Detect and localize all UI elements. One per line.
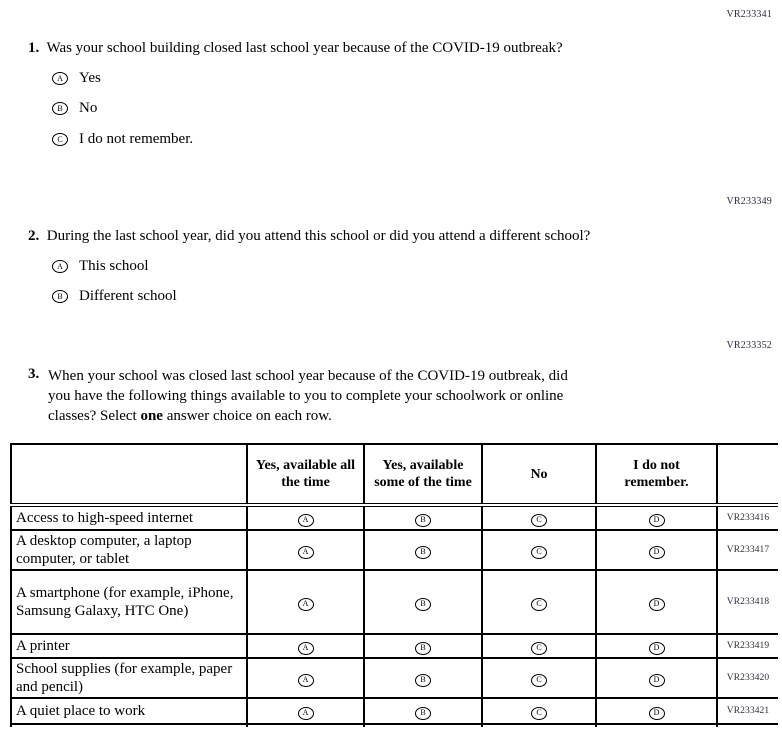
vr-code-cell: VR233419 bbox=[717, 634, 778, 658]
bubble-cell-a[interactable] bbox=[247, 698, 364, 724]
option-label: I do not remember. bbox=[79, 131, 194, 147]
header-vr-blank bbox=[717, 444, 778, 505]
answer-bubble-c[interactable]: C bbox=[531, 642, 547, 655]
bubble-cell-c[interactable] bbox=[482, 658, 596, 698]
vr-code-cell: VR233418 bbox=[717, 570, 778, 634]
header-do-not-remember: I do not remember. bbox=[596, 444, 717, 505]
bubble-cell-b[interactable] bbox=[364, 634, 482, 658]
q1-option-a-row bbox=[52, 70, 101, 87]
answer-bubble-a[interactable]: A bbox=[298, 642, 314, 655]
answer-bubble-b[interactable]: B bbox=[52, 290, 68, 303]
item-label: A quiet place to work bbox=[11, 698, 247, 724]
answer-bubble-a[interactable]: A bbox=[52, 72, 68, 85]
vr-code-q1: VR233341 bbox=[726, 9, 772, 20]
option-label: Different school bbox=[79, 288, 177, 304]
question-3-line3: classes? Select one answer choice on each row. bbox=[48, 408, 332, 424]
table-row-computer bbox=[11, 530, 778, 570]
answer-bubble-a[interactable]: A bbox=[298, 674, 314, 687]
answer-bubble-b[interactable]: B bbox=[415, 642, 431, 655]
bubble-cell-c[interactable] bbox=[482, 570, 596, 634]
item-label: A printer bbox=[11, 634, 247, 658]
answer-bubble-d[interactable]: D bbox=[649, 642, 665, 655]
table-row-printer bbox=[11, 634, 778, 658]
q1-option-c-row bbox=[52, 131, 193, 148]
bubble-cell-c[interactable] bbox=[482, 530, 596, 570]
bubble-cell-d[interactable] bbox=[596, 530, 717, 570]
item-label: A smartphone (for example, iPhone, Samsung Galaxy, HTC One) bbox=[11, 570, 247, 634]
bubble-cell-d[interactable] bbox=[596, 570, 717, 634]
answer-bubble-b[interactable]: B bbox=[415, 598, 431, 611]
header-no: No bbox=[482, 444, 596, 505]
question-3-line1: When your school was closed last school year because of the COVID-19 outbreak, did bbox=[48, 368, 568, 384]
answer-bubble-d[interactable]: D bbox=[649, 707, 665, 720]
answer-bubble-c[interactable]: C bbox=[531, 598, 547, 611]
availability-table-wrap bbox=[10, 443, 778, 727]
vr-code-cell: VR233421 bbox=[717, 698, 778, 724]
question-3-text bbox=[48, 366, 738, 426]
answer-bubble-a[interactable]: A bbox=[52, 260, 68, 273]
answer-bubble-c[interactable]: C bbox=[531, 546, 547, 559]
question-3-number: 3. bbox=[28, 366, 40, 382]
answer-bubble-a[interactable]: A bbox=[298, 707, 314, 720]
answer-bubble-d[interactable]: D bbox=[649, 674, 665, 687]
table-row-smartphone bbox=[11, 570, 778, 634]
answer-bubble-b[interactable]: B bbox=[415, 674, 431, 687]
answer-bubble-d[interactable]: D bbox=[649, 514, 665, 527]
item-label: Access to high-speed internet bbox=[11, 505, 247, 530]
question-2 bbox=[28, 228, 590, 245]
bubble-cell-c[interactable] bbox=[482, 505, 596, 530]
bubble-cell-a[interactable] bbox=[247, 570, 364, 634]
question-1-number: 1. bbox=[28, 40, 40, 56]
q2-option-b-row bbox=[52, 288, 177, 305]
answer-bubble-b[interactable]: B bbox=[415, 707, 431, 720]
question-1 bbox=[28, 40, 563, 57]
answer-bubble-c[interactable]: C bbox=[531, 514, 547, 527]
answer-bubble-c[interactable]: C bbox=[52, 133, 68, 146]
bubble-cell-b[interactable] bbox=[364, 570, 482, 634]
header-item-blank bbox=[11, 444, 247, 505]
table-row-internet bbox=[11, 505, 778, 530]
option-label: Yes bbox=[79, 70, 101, 86]
bubble-cell-d[interactable] bbox=[596, 634, 717, 658]
availability-table bbox=[10, 443, 778, 727]
answer-bubble-a[interactable]: A bbox=[298, 598, 314, 611]
table-row-cutoff bbox=[11, 724, 778, 727]
answer-bubble-a[interactable]: A bbox=[298, 514, 314, 527]
answer-bubble-b[interactable]: B bbox=[52, 102, 68, 115]
answer-bubble-b[interactable]: B bbox=[415, 514, 431, 527]
option-label: This school bbox=[79, 258, 149, 274]
item-label: A desktop computer, a laptop computer, or tablet bbox=[11, 530, 247, 570]
q2-option-a-row bbox=[52, 258, 149, 275]
item-label: School supplies (for example, paper and pencil) bbox=[11, 658, 247, 698]
bubble-cell-b[interactable] bbox=[364, 698, 482, 724]
table-row-quiet-place bbox=[11, 698, 778, 724]
question-2-text: During the last school year, did you attend this school or did you attend a different school? bbox=[46, 228, 591, 244]
header-row bbox=[11, 444, 778, 505]
vr-code-q3: VR233352 bbox=[726, 340, 772, 351]
question-3-line2: you have the following things available to you to complete your schoolwork or online bbox=[48, 388, 564, 404]
q1-option-b-row bbox=[52, 100, 97, 117]
bubble-cell-d[interactable] bbox=[596, 658, 717, 698]
answer-bubble-d[interactable]: D bbox=[649, 546, 665, 559]
bubble-cell-a[interactable] bbox=[247, 658, 364, 698]
answer-bubble-b[interactable]: B bbox=[415, 546, 431, 559]
header-yes-all-time: Yes, available all the time bbox=[247, 444, 364, 505]
answer-bubble-d[interactable]: D bbox=[649, 598, 665, 611]
bubble-cell-a[interactable] bbox=[247, 505, 364, 530]
bubble-cell-c[interactable] bbox=[482, 698, 596, 724]
vr-code-q2: VR233349 bbox=[726, 196, 772, 207]
bubble-cell-b[interactable] bbox=[364, 530, 482, 570]
vr-code-cell: VR233420 bbox=[717, 658, 778, 698]
bold-word: one bbox=[140, 408, 163, 424]
option-label: No bbox=[79, 100, 98, 116]
question-1-text: Was your school building closed last school year because of the COVID-19 outbreak? bbox=[46, 40, 563, 56]
answer-bubble-c[interactable]: C bbox=[531, 674, 547, 687]
bubble-cell-b[interactable] bbox=[364, 658, 482, 698]
answer-bubble-c[interactable]: C bbox=[531, 707, 547, 720]
bubble-cell-d[interactable] bbox=[596, 505, 717, 530]
vr-code-cell: VR233416 bbox=[717, 505, 778, 530]
bubble-cell-b[interactable] bbox=[364, 505, 482, 530]
bubble-cell-a[interactable] bbox=[247, 530, 364, 570]
bubble-cell-c[interactable] bbox=[482, 634, 596, 658]
vr-code-cell: VR233417 bbox=[717, 530, 778, 570]
bubble-cell-d[interactable] bbox=[596, 698, 717, 724]
table-row-supplies bbox=[11, 658, 778, 698]
header-yes-some-time: Yes, available some of the time bbox=[364, 444, 482, 505]
question-2-number: 2. bbox=[28, 228, 40, 244]
answer-bubble-a[interactable]: A bbox=[298, 546, 314, 559]
bubble-cell-a[interactable] bbox=[247, 634, 364, 658]
